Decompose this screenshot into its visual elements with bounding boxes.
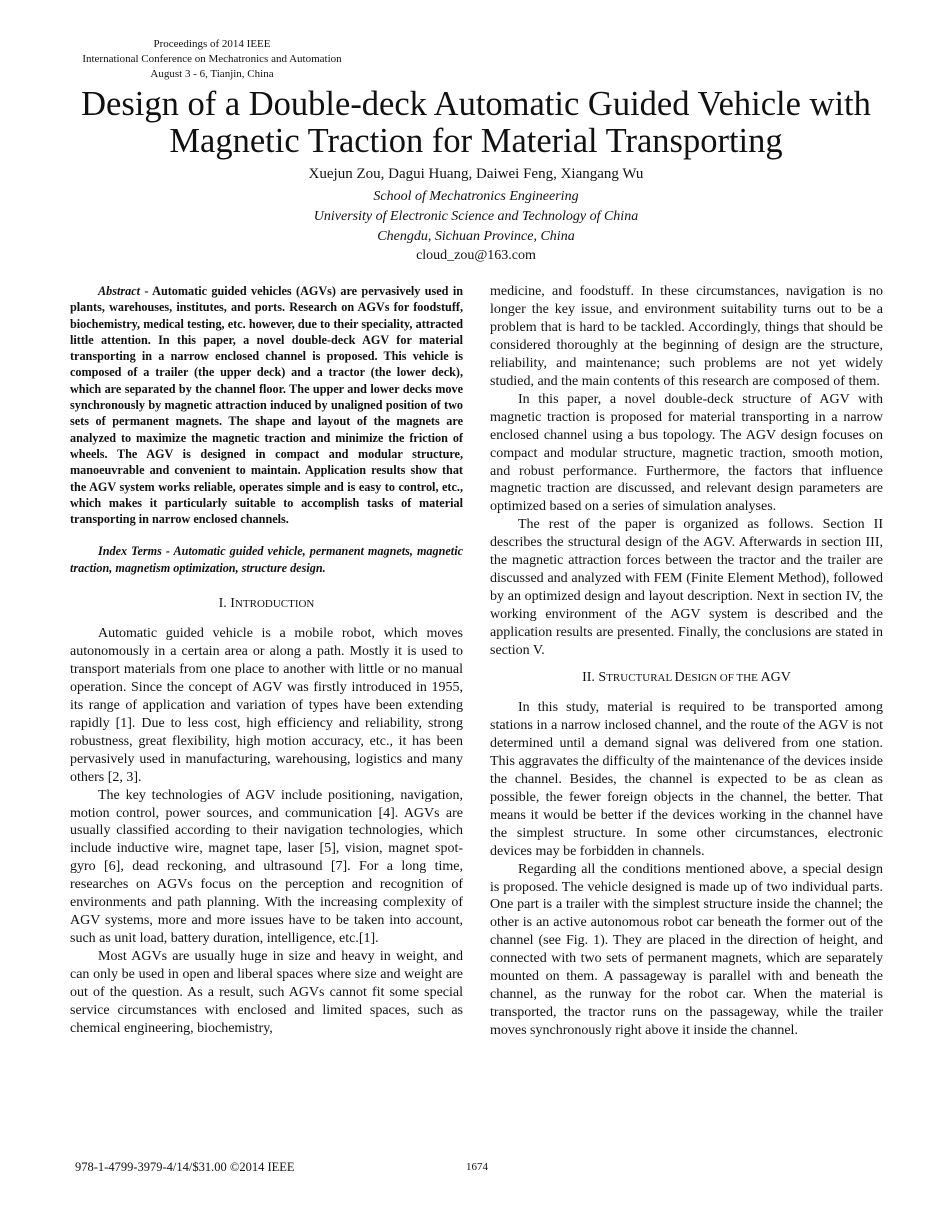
section-heading-introduction: I. INTRODUCTION xyxy=(218,596,315,612)
paragraph: Automatic guided vehicle is a mobile robot, which moves autonomously in a certain area or along a path. Mostly it is used to transport materials from one place to another with little or no manual operation. Since the concept of AGV was firstly introduced in 1955, its range of application and variation of types have been extending rapidly [1]. Due to less cost, high efficiency and reliability, strong robustness, great flexibility, high motion accuracy, etc., it has been pervasively used in manufacturing, warehousing, logistics and many others [2, 3]. xyxy=(70,626,463,785)
title-line: Magnetic Traction for Material Transporting xyxy=(169,122,783,160)
affiliation-line: University of Electronic Science and Technology of China xyxy=(313,209,639,224)
paragraph: The key technologies of AGV include positioning, navigation, motion control, power sources, and communication [4]. AGVs are usually classified according to their navigation technologies, which include inductive wire, magnet tape, laser [5], vision, magnet spot-gyro [6], dead reckoning, and ultrasound [7]. For a long time, researches on AGVs focus on the perception and recognition of environments and path planning. With the increasing complexity of AGV systems, more and more issues have to be taken into account, such as unit load, battery duration, intelligence, etc.[1]. xyxy=(70,787,463,947)
paragraph: In this study, material is required to be transported among stations in a narrow inclosed channel, and the route of the AGV is not determined until a demand signal was delivered from one station. This aggravates the difficulty of the maintenance of the devices inside the channel. Besides, the channel is expected to be as clean as possible, the fewer foreign objects in the channel, the better. That means it would be better if the devices working in the channel have the simplest structure. In some other circumstances, electronic devices may be forbidden in channels. xyxy=(490,699,883,859)
paper-title xyxy=(0,86,952,160)
abstract-label: Abstract xyxy=(98,284,140,298)
paragraph: Regarding all the conditions mentioned above, a special design is proposed. The vehicle designed is made up of two individual parts. One part is a trailer with the simplest structure inside the channel; the other is an active autonomous robot car beneath the former out of the channel (see Fig. 1). They are placed in the direction of height, and connected with two sets of permanent magnets, which are separately mounted on them. A passageway is parallel with and beneath the channel, as the runway for the robot car. When the material is transported, the tractor runs on the passageway, while the trailer moves synchronously right above it inside the channel. xyxy=(490,861,883,1039)
affiliation-line: School of Mechatronics Engineering xyxy=(373,189,579,204)
right-column xyxy=(490,283,883,1040)
paragraph: The rest of the paper is organized as follows. Section II describes the structural design of the AGV. Afterwards in section III, the magnetic attraction forces between the tractor and the trailer are discussed and analyzed with FEM (Finite Element Method), followed by an optimized design and layout description. Next in section IV, the working environment of the AGV system is described and the application results are presented. Finally, the conclusions are stated in section V. xyxy=(490,517,883,659)
proceedings-line: August 3 - 6, Tianjin, China xyxy=(150,68,274,80)
abstract-text: - Automatic guided vehicles (AGVs) are pervasively used in plants, warehouses, institutes, and ports. Research on AGVs for foodstuff, biochemistry, medical testing, etc. however, due to their speciality, attracted little attention. In this paper, a novel double-deck AGV for material transporting in a narrow enclosed channel is proposed. This vehicle is composed of a trailer (the upper deck) and a tractor (the lower deck), which are separated by the channel floor. The upper and lower decks move synchronously by magnetic attraction induced by unaligned position of two sets of permanent magnets. The shape and layout of the magnets are analyzed to maximize the magnetic traction and minimize the friction of wheels. The AGV is designed in compact and modular structure, manoeuvrable and convenient to maintain. Application results show that the AGV system works reliable, operates simple and is easy to control, etc., which makes it particularly suitable to accomplish tasks of material transporting in narrow enclosed channels. xyxy=(70,284,463,527)
authors: Xuejun Zou, Dagui Huang, Daiwei Feng, Xiangang Wu xyxy=(308,166,644,182)
index-terms: Index Terms - Automatic guided vehicle, permanent magnets, magnetic traction, magnetism optimization, structure design. xyxy=(70,544,463,575)
paragraph: Most AGVs are usually huge in size and heavy in weight, and can only be used in open and liberal spaces where size and weight are out of the question. As a result, such AGVs cannot fit some special service circumstances with enclosed and limited spaces, such as chemical engineering, biochemistry, xyxy=(70,949,463,1036)
affiliation xyxy=(0,187,952,247)
affiliation-line: Chengdu, Sichuan Province, China xyxy=(377,229,575,244)
left-column xyxy=(70,283,463,1038)
page-number: 1674 xyxy=(466,1161,488,1173)
title-line: Design of a Double-deck Automatic Guided Vehicle with xyxy=(81,85,871,123)
footer-copyright: 978-1-4799-3979-4/14/$31.00 ©2014 IEEE xyxy=(75,1160,295,1174)
author-email: cloud_zou@163.com xyxy=(416,248,536,263)
proceedings-header xyxy=(60,37,364,82)
proceedings-line: International Conference on Mechatronics and Automation xyxy=(82,53,342,65)
section-heading-structural-design: II. STRUCTURAL DESIGN OF THE AGV xyxy=(582,670,791,686)
proceedings-line: Proceedings of 2014 IEEE xyxy=(153,38,271,50)
paragraph: In this paper, a novel double-deck structure of AGV with magnetic traction is proposed for material transporting in a narrow enclosed channel using a bus topology. The AGV design focuses on compact and modular structure, magnetic traction, smooth motion, and robust performance. Furthermore, the factors that influence magnetic traction are discussed, and relevant design parameters are optimized based on a series of simulation analyses. xyxy=(490,391,883,515)
abstract xyxy=(70,283,463,527)
paragraph: medicine, and foodstuff. In these circumstances, navigation is no longer the key issue, and environment suitability turns out to be a problem that is hard to be tackled. Accordingly, things that should be considered thoroughly at the beginning of design are the structure, reliability, and maintenance; such problems are not yet widely studied, and the main contents of this research are composed of them. xyxy=(490,284,883,389)
